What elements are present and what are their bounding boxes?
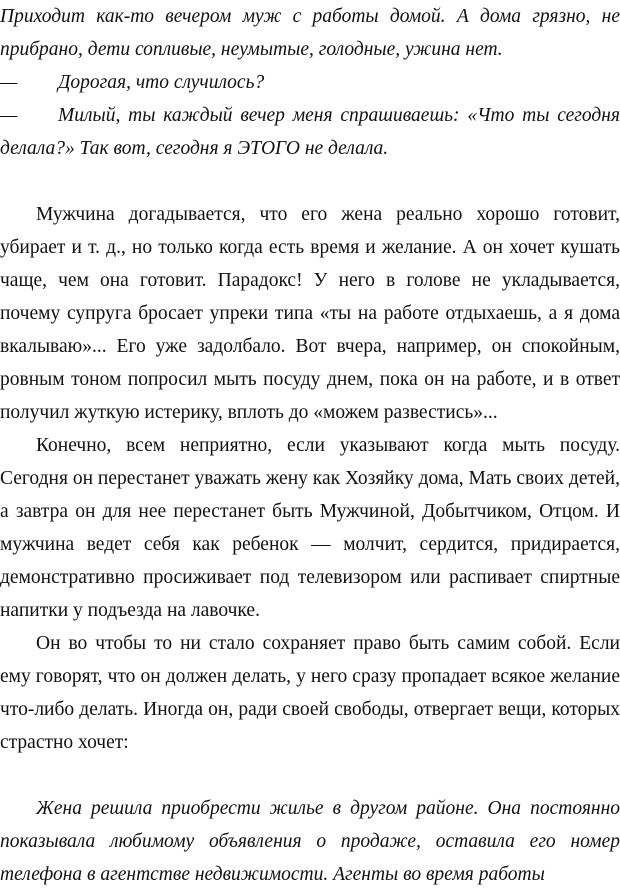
joke-intro: Приходит как-то вечером муж с работы домой. А дома грязно, не прибрано, дети сопливые, неумытые, голодные, ужина нет. bbox=[0, 6, 620, 60]
story-paragraph-1: Жена решила приобрести жилье в другом районе. Она постоянно показывала любимому объявления о продаже, оставила его номер телефона в агентстве недвижимости. Агенты во время работы bbox=[0, 798, 620, 885]
dialog-dash: — bbox=[0, 72, 18, 93]
body-paragraph-1: Мужчина догадывается, что его жена реально хорошо готовит, убирает и т. д., но только когда есть время и желание. А он хочет кушать чаще, чем она готовит. Парадокс! У него в голове не укладывается, почему супруга бросает упреки типа «ты на работе отдыхаешь, а я дома вкалываю»... Его уже задолбало. Вот вчера, например, он спокойным, ровным тоном попросил мыть посуду днем, пока он на работе, и в ответ получил жуткую истерику, вплоть до «можем развестись»... bbox=[0, 204, 620, 423]
joke-answer: Милый, ты каждый вечер меня спрашиваешь: «Что ты сегодня делала?» Так вот, сегодня я ЭТОГО не делала. bbox=[0, 105, 620, 159]
joke-answer-line bbox=[0, 99, 620, 165]
dialog-dash: — bbox=[0, 105, 18, 126]
joke-question-line bbox=[0, 66, 620, 99]
body-paragraph-2: Конечно, всем неприятно, если указывают когда мыть посуду. Сегодня он перестанет уважать жену как Хозяйку дома, Мать своих детей, а завтра он для нее перестанет быть Мужчиной, Добытчиком, Отцом. И мужчина ведет себя как ребенок — молчит, сердится, придирается, демонстративно просиживает под телевизором или распивает спиртные напитки у подъезда на лавочке. bbox=[0, 435, 620, 621]
body-paragraph-3: Он во чтобы то ни стало сохраняет право быть самим собой. Если ему говорят, что он должен делать, у него сразу пропадает всякое желание что-либо делать. Иногда он, ради своей свободы, отвергает вещи, которых страстно хочет: bbox=[0, 633, 620, 753]
joke-question: Дорогая, что случилось? bbox=[58, 72, 265, 93]
